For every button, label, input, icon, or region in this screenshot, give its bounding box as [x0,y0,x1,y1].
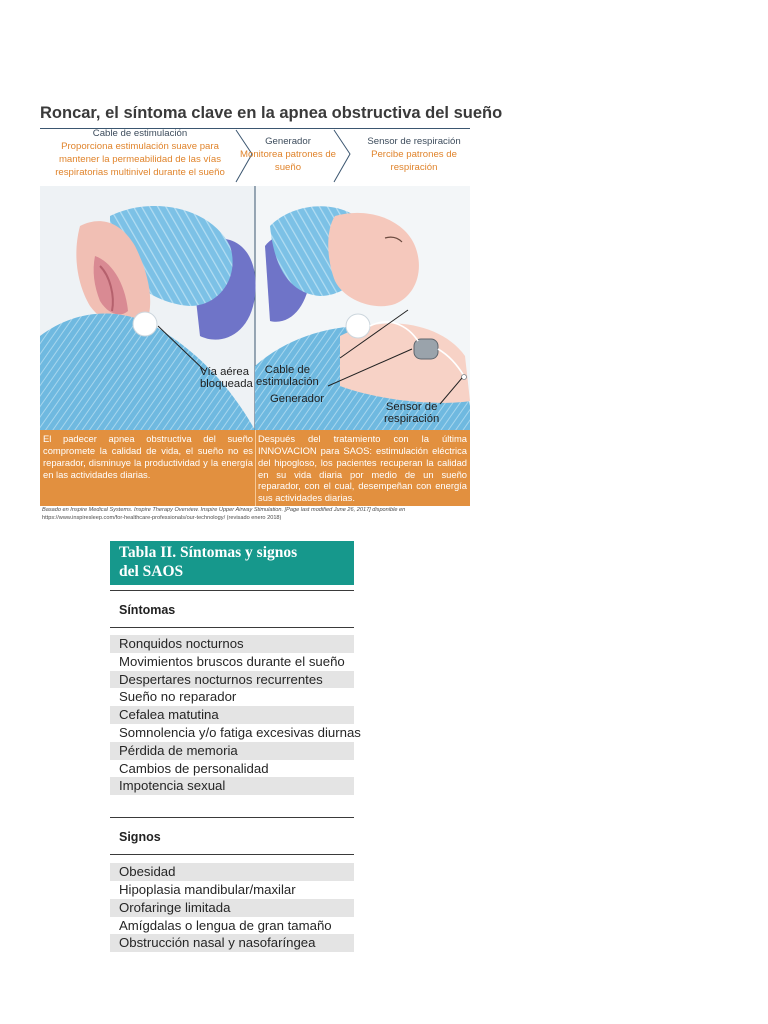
header-generador-name: Generador [265,136,311,147]
list-item: Somnolencia y/o fatiga excesivas diurnas [119,724,361,740]
header-sensor [358,136,470,175]
label-cable-text: Cable de estimulación [256,364,319,389]
list-item: Cefalea matutina [110,706,354,724]
list-item: Obesidad [110,863,354,881]
header-cable [40,128,240,180]
list-item: Sueño no reparador [119,689,237,705]
source-line-1: Basado en Inspire Medical Systems. Inspire Therapy Overview. Inspire Upper Airway Stimulation. [Page last modified June 26, 2017] disponible en [42,507,406,513]
label-via-aerea [200,366,253,390]
header-generador [238,136,338,175]
list-sintomas [110,635,361,795]
caption-bar [40,430,470,506]
list-item: Pérdida de memoria [110,742,354,760]
label-generador [270,393,324,405]
list-item: Orofaringe limitada [110,899,354,917]
header-cable-name: Cable de estimulación [92,128,188,139]
figure-source [42,507,482,523]
list-item: Despertares nocturnos recurrentes [110,671,354,689]
section-title-signos: Signos [119,830,161,845]
table-title [110,541,354,585]
label-via-aerea-text: Vía aérea bloqueada [200,366,253,391]
header-sensor-name: Sensor de respiración [367,136,461,147]
infographic [40,100,503,510]
header-generador-desc: Monitorea patrones de sueño [240,148,336,173]
section-title-sintomas: Síntomas [119,603,176,617]
patients-illustration [40,186,470,430]
figure-title: Roncar, el síntoma clave en la apnea obstructiva del sueño [40,104,503,122]
divider [110,627,354,628]
header-sensor-desc: Percibe patrones de respiración [371,148,457,173]
list-item: Cambios de personalidad [119,760,269,776]
symptoms-table [110,541,361,952]
label-cable [256,364,319,388]
divider [110,854,354,855]
caption-divider [255,430,256,506]
source-line-2: https://www.inspiresleep.com/for-healthcare-professionals/our-technology/ (revisado enero 2018) [42,514,282,521]
table-title-text: Tabla II. Síntomas y signos del SAOS [119,544,298,580]
medical-illustration [40,186,470,430]
list-item: Impotencia sexual [110,777,354,795]
list-item: Movimientos bruscos durante el sueño [119,653,345,669]
label-sensor [384,401,439,425]
caption-after: Después del tratamiento con la última INNOVACION para SAOS: estimulación eléctrica del hipogloso, los pacientes recuperan la calidad en su vida diaria por medio de un sueño reparador, con el cual, desempeñan con energía sus actividades diarias. [258,433,467,504]
list-item: Hipoplasia mandibular/maxilar [119,881,296,897]
label-sensor-text: Sensor de respiración [384,401,440,426]
header-cable-desc: Proporciona estimulación suave para mantener la permeabilidad de las vías respiratorias multinivel durante el sueño [55,140,225,178]
list-signos [110,863,354,952]
list-item: Ronquidos nocturnos [110,635,354,653]
caption-before: El padecer apnea obstructiva del sueño compromete la calidad de vida, el sueño no es reparador, disminuye la productividad y la energía en las actividades diarias. [43,433,253,480]
figure-header [40,128,470,184]
label-generador-text: Generador [270,393,325,405]
list-item: Obstrucción nasal y nasofaríngea [110,934,354,952]
list-item: Amígdalas o lengua de gran tamaño [119,917,332,933]
